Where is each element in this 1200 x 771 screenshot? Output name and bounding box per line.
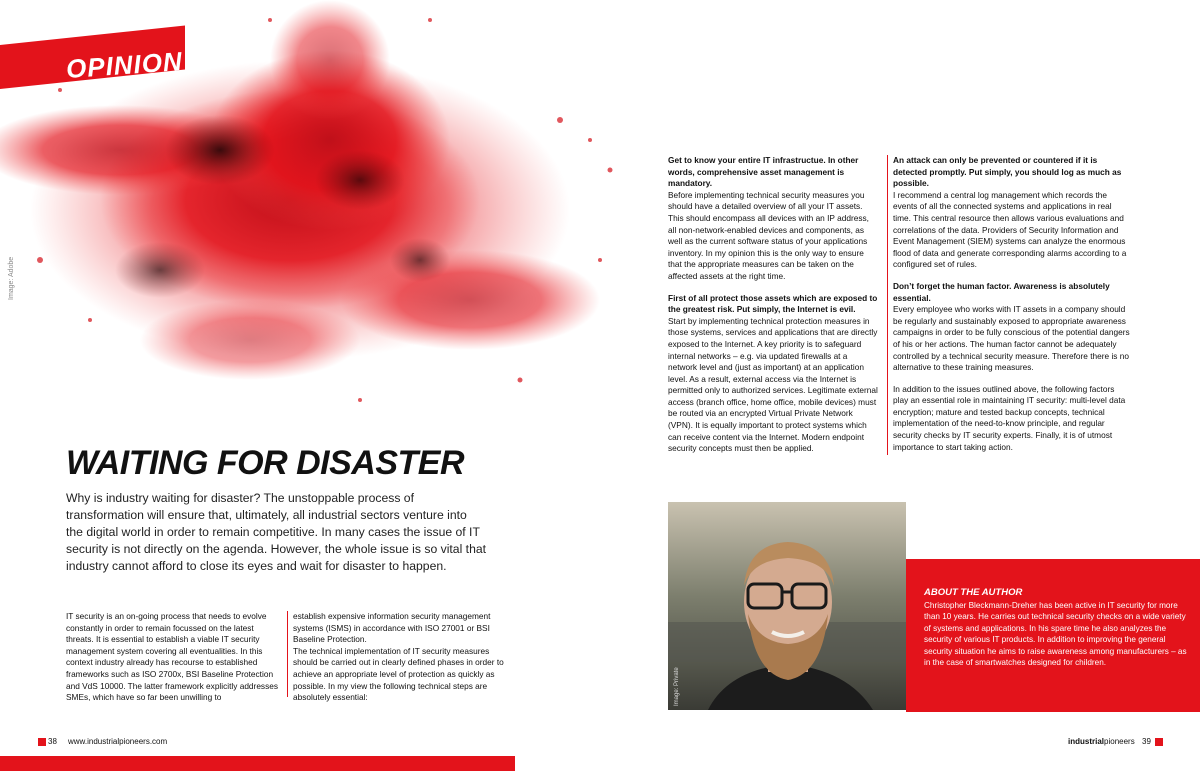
- about-author-text: Christopher Bleckmann-Dreher has been active in IT security for more than 10 years. He carries out technical security checks on a wide variety of systems and applications. In his spare time he also analyzes the security of various IT products. In addition to improving the general security situation he aims to raise awareness among manufacturers – as in the case of smartwatches designed for children.: [924, 601, 1187, 668]
- footer-square-marker: [38, 738, 46, 746]
- body-column-4: [893, 155, 1131, 453]
- footer-brand: [1068, 737, 1135, 746]
- body-text: I recommend a central log management which records the events of all the connected systems and applications in real time. This central resource then allows various evaluations and correlations of the data. Providers of Security Information and Event Management (SIEM) systems can analyze the enormous flood of data and generate corresponding alarms according to a configured set of rules.: [893, 189, 1127, 270]
- author-photo: [668, 502, 906, 710]
- brand-bold: industrial: [1068, 737, 1105, 746]
- body-text: In addition to the issues outlined above, the following factors play an essential role in maintaining IT security: multi-level data encryption; mature and tested backup concepts, technical implementation of the need-to-know principle, and regular security checks by IT security experts. Finally, it is of utmost importance to start taking action.: [893, 383, 1126, 452]
- bottom-red-bar: [0, 756, 515, 771]
- subheading: First of all protect those assets which are exposed to the greatest risk. Put simply, the Internet is evil.: [668, 292, 878, 315]
- column-rule: [287, 611, 288, 697]
- subheading: An attack can only be prevented or countered if it is detected promptly. Put simply, you should log as much as possible.: [893, 155, 1122, 189]
- body-column-1: [66, 611, 278, 704]
- body-text: Every employee who works with IT assets in a company should be regularly and sustainably exposed to appropriate awareness campaigns in order to be fully conscious of the potential dangers of his or her actions. The human factor cannot be adequately controlled by a technical security measure. Therefore there is no alternative to these training measures.: [893, 304, 1130, 373]
- page-number-right: 39: [1142, 737, 1151, 746]
- brand-rest: pioneers: [1104, 737, 1135, 746]
- section-label: OPINION: [65, 45, 184, 85]
- column-rule: [887, 155, 888, 455]
- body-text: IT security is an on-going process that needs to evolve constantly in order to remain focussed on the latest threats. It is essential to establish a viable IT security management system covering all eventualities. In this context industry already has recourse to established frameworks such as ISO 2700x, BSI Baseline Protection and VdS 10000. The latter framework explicitly addresses SMEs, which have so far been unwilling to: [66, 611, 278, 703]
- body-text: Before implementing technical security measures you should have a detailed overview of all your IT assets. This should encompass all devices with an IP address, all non-network-enabled devices and components, as well as the current software status of your applications inventory. In my opinion this is the only way to ensure that the appropriate measures can be taken on the affected assets at the right time.: [668, 189, 869, 281]
- body-text: establish expensive information security management systems (ISMS) in accordance with ISO 27001 or BSI Baseline Protection.: [293, 611, 491, 645]
- photo-credit: Image: Private: [674, 667, 680, 706]
- article-headline: WAITING FOR DISASTER: [66, 444, 464, 482]
- author-portrait-illustration: [668, 502, 906, 710]
- article-lead: Why is industry waiting for disaster? The unstoppable process of transformation will ensure that, ultimately, all industrial sectors venture into the digital world in order to remain competitive. In many cases the issue of IT security is not directly on the agenda. However, the whole issue is so vital that industry cannot afford to close its eyes and wait for disaster to happen.: [66, 491, 487, 573]
- image-credit: Image: Adobe: [8, 256, 15, 300]
- about-author-title: ABOUT THE AUTHOR: [924, 587, 1023, 598]
- body-column-3: [668, 155, 878, 455]
- footer-url[interactable]: www.industrialpioneers.com: [68, 737, 168, 746]
- body-text: Start by implementing technical protection measures in those systems, services and applications that are directly exposed to the Internet. A key priority is to safeguard internal networks – e.g. via updated firewalls at a network level and (just as important) at an application level. As a result, external access via the Internet is permitted only to authorized services. Legitimate external access (branch office, home office, mobile devices) must be routed via an encrypted Virtual Private Network (VPN). It is equally important to protect systems which can receive content via the Internet. Modern endpoint security concepts must then be applied.: [668, 315, 878, 454]
- body-text: The technical implementation of IT security measures should be carried out in clearly defined phases in order to achieve an appropriate level of protection as quickly as possible. In my view the following technical steps are absolutely essential:: [293, 645, 504, 703]
- footer-square-marker: [1155, 738, 1163, 746]
- subheading: Get to know your entire IT infrastructue. In other words, comprehensive asset management is mandatory.: [668, 155, 859, 189]
- page-number-left: 38: [48, 737, 57, 746]
- body-column-2: [293, 611, 507, 704]
- subheading: Don’t forget the human factor. Awareness is absolutely essential.: [893, 280, 1110, 303]
